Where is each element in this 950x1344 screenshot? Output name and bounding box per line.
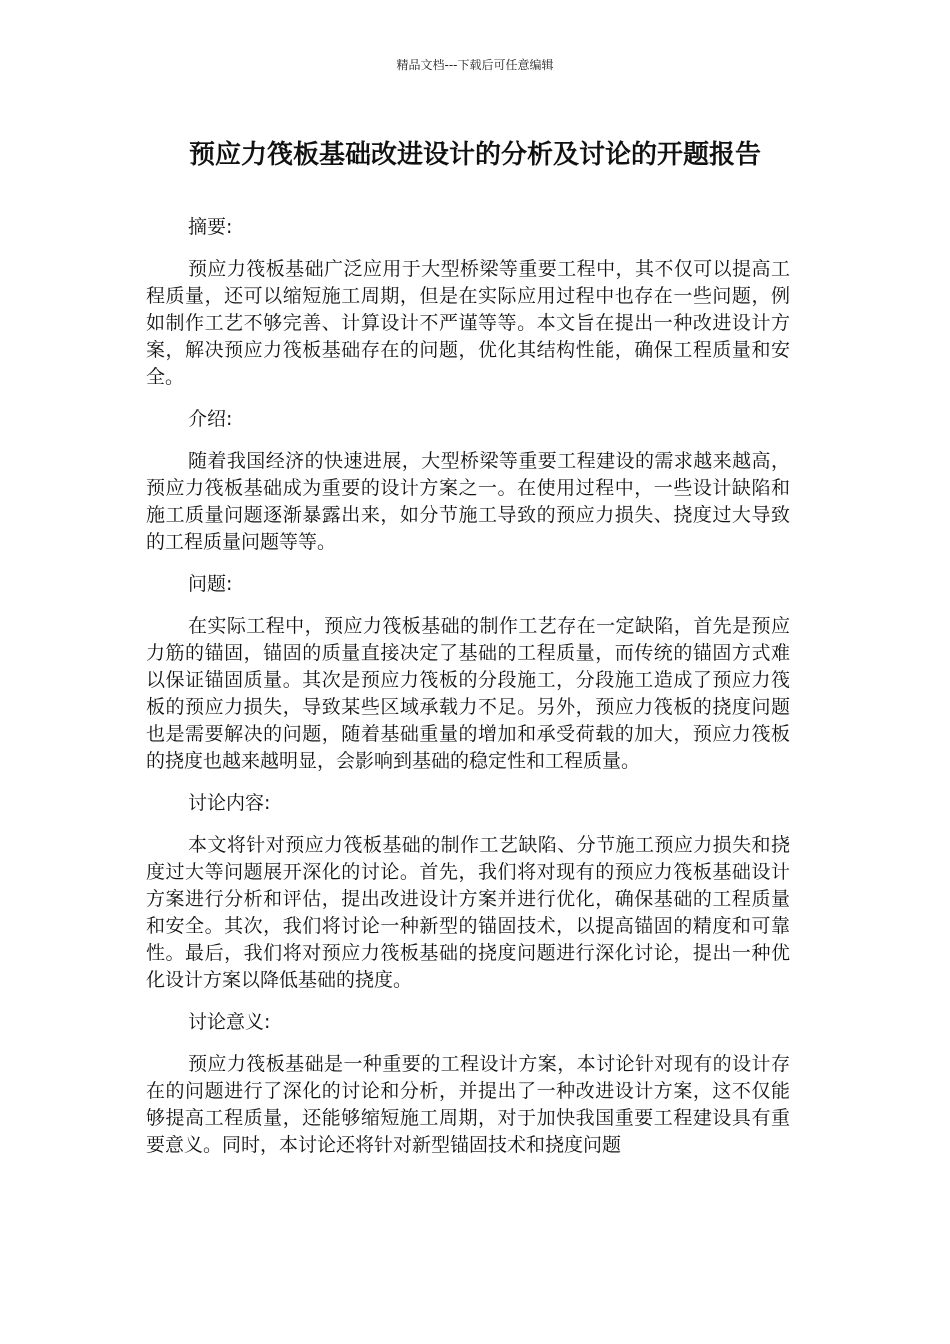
section-body-introduction: 随着我国经济的快速进展，大型桥梁等重要工程建设的需求越来越高，预应力筏板基础成为重要的设计方案之一。在使用过程中，一些设计缺陷和施工质量问题逐渐暴露出来，如分节施工导致的预应力损失、挠度过大导致的工程质量问题等等。: [146, 450, 790, 553]
section-heading-introduction: 介绍:: [188, 408, 233, 430]
section-body-discussion-content: 本文将针对预应力筏板基础的制作工艺缺陷、分节施工预应力损失和挠度过大等问题展开深化的讨论。首先，我们将对现有的预应力筏板基础设计方案进行分析和评估，提出改进设计方案并进行优化，确保基础的工程质量和安全。其次，我们将讨论一种新型的锚固技术，以提高锚固的精度和可靠性。最后，我们将对预应力筏板基础的挠度问题进行深化讨论，提出一种优化设计方案以降低基础的挠度。: [146, 834, 790, 991]
section-heading-discussion-content: 讨论内容:: [188, 792, 271, 814]
section-heading-abstract: 摘要:: [188, 216, 233, 238]
document-title: 预应力筏板基础改进设计的分析及讨论的开题报告: [188, 140, 761, 170]
document-body: [146, 213, 790, 1173]
page-header: 精品文档---下载后可任意编辑: [396, 58, 554, 72]
section-heading-significance: 讨论意义:: [188, 1011, 271, 1033]
section-body-abstract: 预应力筏板基础广泛应用于大型桥梁等重要工程中，其不仅可以提高工程质量，还可以缩短施工周期，但是在实际应用过程中也存在一些问题，例如制作工艺不够完善、计算设计不严谨等等。本文旨在提出一种改进设计方案，解决预应力筏板基础存在的问题，优化其结构性能，确保工程质量和安全。: [146, 258, 790, 388]
section-heading-problems: 问题:: [188, 573, 233, 595]
section-body-significance: 预应力筏板基础是一种重要的工程设计方案，本讨论针对现有的设计存在的问题进行了深化的讨论和分析，并提出了一种改进设计方案，这不仅能够提高工程质量，还能够缩短施工周期，对于加快我国重要工程建设具有重要意义。同时，本讨论还将针对新型锚固技术和挠度问题: [146, 1053, 790, 1156]
section-body-problems: 在实际工程中，预应力筏板基础的制作工艺存在一定缺陷，首先是预应力筋的锚固，锚固的质量直接决定了基础的工程质量，而传统的锚固方式难以保证锚固质量。其次是预应力筏板的分段施工，分段施工造成了预应力筏板的预应力损失，导致某些区域承载力不足。另外，预应力筏板的挠度问题也是需要解决的问题，随着基础重量的增加和承受荷载的加大，预应力筏板的挠度也越来越明显，会影响到基础的稳定性和工程质量。: [146, 615, 790, 772]
